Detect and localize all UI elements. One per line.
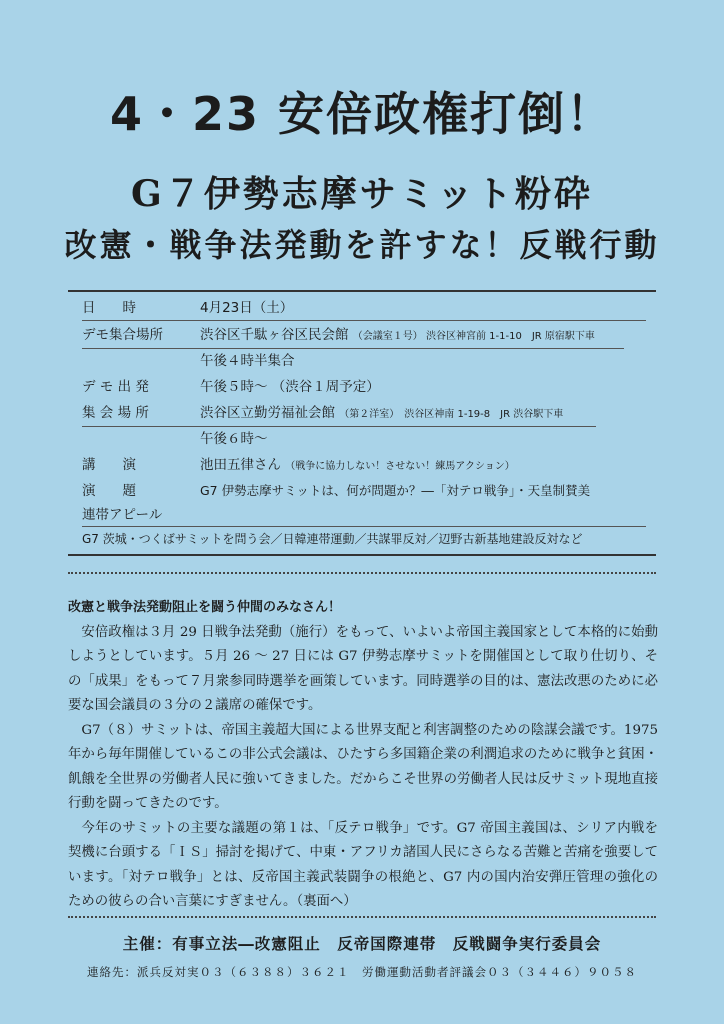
meeting-place-note: （第２洋室） 渋谷区神南 1-19-8 JR 渋谷駅下車: [339, 409, 564, 420]
row-meeting-time: [82, 428, 646, 450]
demo-start-note: （渋谷１周予定）: [271, 379, 380, 395]
body-paragraph-1: 安倍政権は３月 29 日戦争法発動（施行）をもって、いよいよ帝国主義国家として本格的に始動しようとしています。５月 26 〜 27 日には G7 伊勢志摩サミットを開催国として取り仕切り、その「成果」をもって７月衆参同時選挙を画策しています。同時選挙の目的は、憲法改悪のために必要な国会議員の３分の２議席の確保です。: [68, 624, 658, 713]
lecture-value-wrap: [200, 454, 515, 478]
row-appeal-label: [82, 504, 646, 526]
meeting-place-value-wrap: [200, 402, 563, 426]
row-date: [82, 297, 646, 319]
row-gather-time: [82, 350, 646, 372]
demo-start-label: デ モ 出 発: [82, 379, 149, 395]
body-paragraph-2: G7（８）サミットは、帝国主義超大国による世界支配と利害調整のための陰謀会議です。1975 年から毎年開催しているこの非公式会議は、ひたすら多国籍企業の利潤追求のために戦争と貧困・飢餓を全世界の労働者人民に強いてきました。だからこそ世界の労働者人民は反サミット現地直接行動を闘ってきたのです。: [68, 722, 658, 811]
dotted-separator: [68, 916, 656, 918]
demo-start-value-wrap: [200, 376, 380, 398]
organizers: 主催：有事立法―改憲阻止 反帝国際連帯 反戦闘争実行委員会: [122, 935, 602, 953]
main-title: 4・23 安倍政権打倒！: [109, 87, 615, 141]
topic-value: G7 伊勢志摩サミットは、何が問題か？―「対テロ戦争」・天皇制賛美: [200, 483, 591, 498]
row-meeting-place: [82, 402, 646, 424]
gather-time: 午後４時半集合: [200, 353, 295, 369]
appeal-value: G7 茨城・つくばサミットを問う会／日韓連帯運動／共謀罪反対／辺野古新基地建設反対など: [82, 532, 583, 546]
demo-place-value-wrap: [200, 324, 595, 348]
demo-start-value: 午後５時〜: [200, 379, 268, 395]
meeting-time: 午後６時〜: [200, 431, 268, 447]
body-text: [68, 596, 658, 915]
subtitle-antiwar: 改憲・戦争法発動を許すな！反戦行動: [64, 226, 660, 264]
row-appeal: [82, 528, 646, 550]
subtitle-summit: G７伊勢志摩サミット粉砕: [130, 173, 594, 215]
dotted-separator: [68, 572, 656, 574]
demo-place-label: デモ集合場所: [82, 327, 163, 343]
divider: [82, 320, 646, 321]
meeting-place-value: 渋谷区立勤労福祉会館: [200, 405, 335, 421]
meeting-place-label: 集 会 場 所: [82, 405, 149, 421]
row-topic: [82, 480, 646, 502]
lecture-label: 講 演: [82, 457, 136, 473]
demo-place-note: （会議室１号） 渋谷区神宮前 1-1-10 JR 原宿駅下車: [352, 331, 595, 342]
schedule-box: [68, 290, 656, 556]
row-demo-place: [82, 324, 646, 346]
row-lecture: [82, 454, 646, 476]
topic-label: 演 題: [82, 483, 136, 499]
divider: [82, 348, 624, 349]
date-value: 4月23日（土）: [200, 300, 294, 316]
lecture-note: （戦争に協力しない！させない！練馬アクション）: [285, 461, 515, 472]
divider: [82, 526, 646, 527]
date-label: 日 時: [82, 300, 136, 316]
divider: [82, 426, 596, 427]
contact-info: 連絡先：派兵反対実０３（６３８８）３６２１ 労働運動活動者評議会０３（３４４６）９０５８: [87, 965, 637, 979]
demo-place-value: 渋谷区千駄ヶ谷区民会館: [200, 327, 349, 343]
body-paragraph-3: 今年のサミットの主要な議題の第１は、「反テロ戦争」です。G7 帝国主義国は、シリア内戦を契機に台頭する「ＩＳ」掃討を掲げて、中東・アフリカ諸国人民にさらなる苦難と苦痛を強要しています。「対テロ戦争」とは、反帝国主義武装闘争の根絶と、G7 内の国内治安弾圧管理の強化のための彼らの合い言葉にすぎません。（裏面へ）: [68, 820, 658, 909]
body-heading: 改憲と戦争法発動阻止を闘う仲間のみなさん！: [68, 600, 342, 615]
lecture-value: 池田五律さん: [200, 457, 281, 473]
appeal-label: 連帯アピール: [82, 507, 163, 523]
row-demo-start: [82, 376, 646, 398]
